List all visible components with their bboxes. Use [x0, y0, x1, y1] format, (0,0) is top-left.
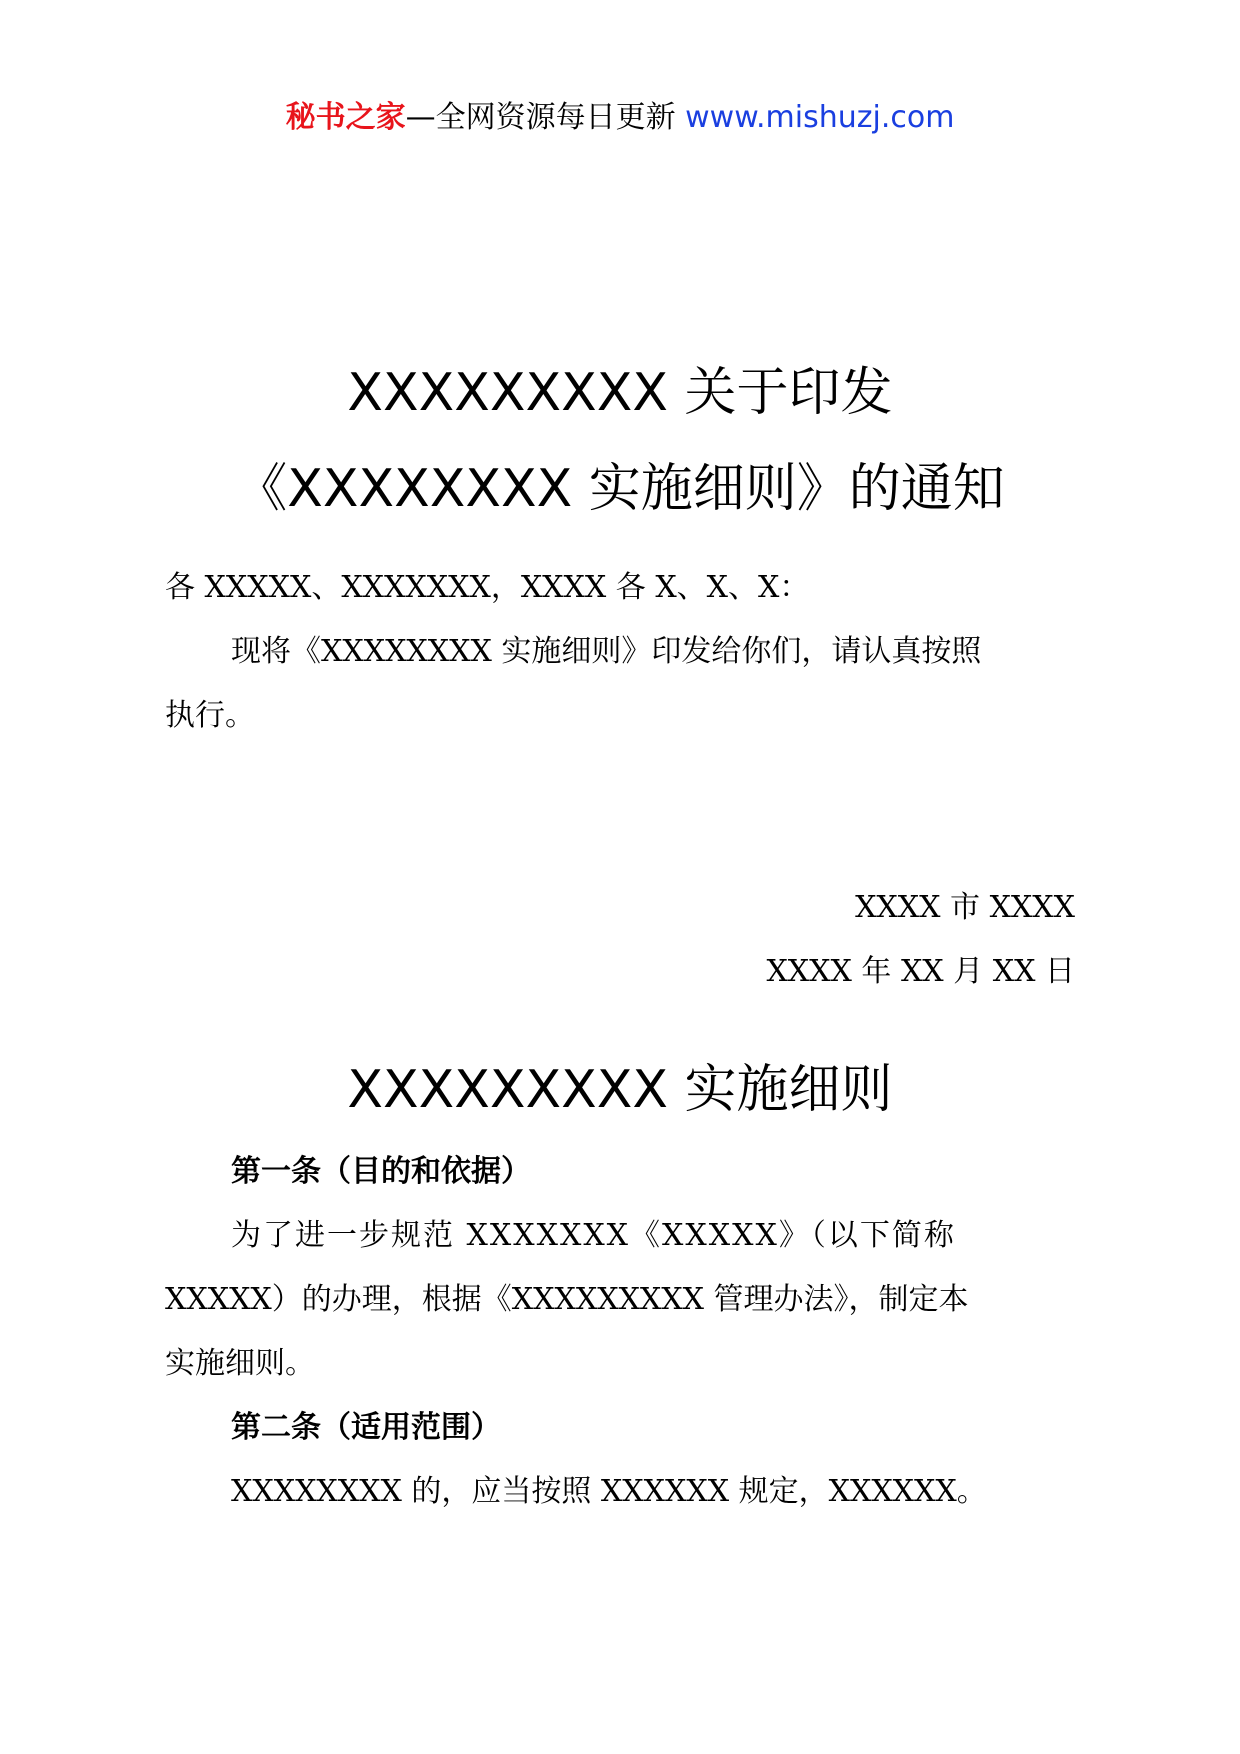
- notice-title-line-1: XXXXXXXXX 关于印发: [347, 363, 893, 423]
- site-url-link[interactable]: www.mishuzj.com: [685, 100, 955, 135]
- article-1-line-1-text: 为了进一步规范 XXXXXXX《XXXXX》（以下简称: [231, 1218, 956, 1253]
- notice-title: [0, 345, 1240, 537]
- article-1-line-2: XXXXX）的办理，根据《XXXXXXXXX 管理办法》，制定本: [165, 1282, 969, 1317]
- site-banner: [0, 98, 1240, 138]
- banner-slogan: —全网资源每日更新: [405, 100, 676, 135]
- article-2-heading: 第二条（适用范围）: [231, 1410, 501, 1445]
- brand-name: 秘书之家: [285, 100, 406, 135]
- article-1-line-3: 实施细则。: [165, 1346, 315, 1381]
- signature-date: XXXX 年 XX 月 XX 日: [766, 954, 1075, 989]
- signature-organization: XXXX 市 XXXX: [855, 890, 1075, 925]
- notice-paragraph-line-2: 执行。: [165, 698, 255, 733]
- notice-paragraph-line-1: [165, 620, 1075, 684]
- regulation-title: XXXXXXXXX 实施细则: [347, 1060, 893, 1120]
- notice-title-line-2: 《XXXXXXXX 实施细则》的通知: [235, 459, 1005, 519]
- article-2-line-1: XXXXXXXX 的，应当按照 XXXXXX 规定，XXXXXX。: [231, 1474, 987, 1509]
- salutation: 各 XXXXX、XXXXXXX，XXXX 各 X、X、X：: [165, 570, 810, 605]
- notice-paragraph-text-1: 现将《XXXXXXXX 实施细则》印发给你们，请认真按照: [231, 634, 982, 669]
- article-1-line-1: [165, 1204, 1075, 1268]
- article-1-heading: 第一条（目的和依据）: [231, 1154, 531, 1189]
